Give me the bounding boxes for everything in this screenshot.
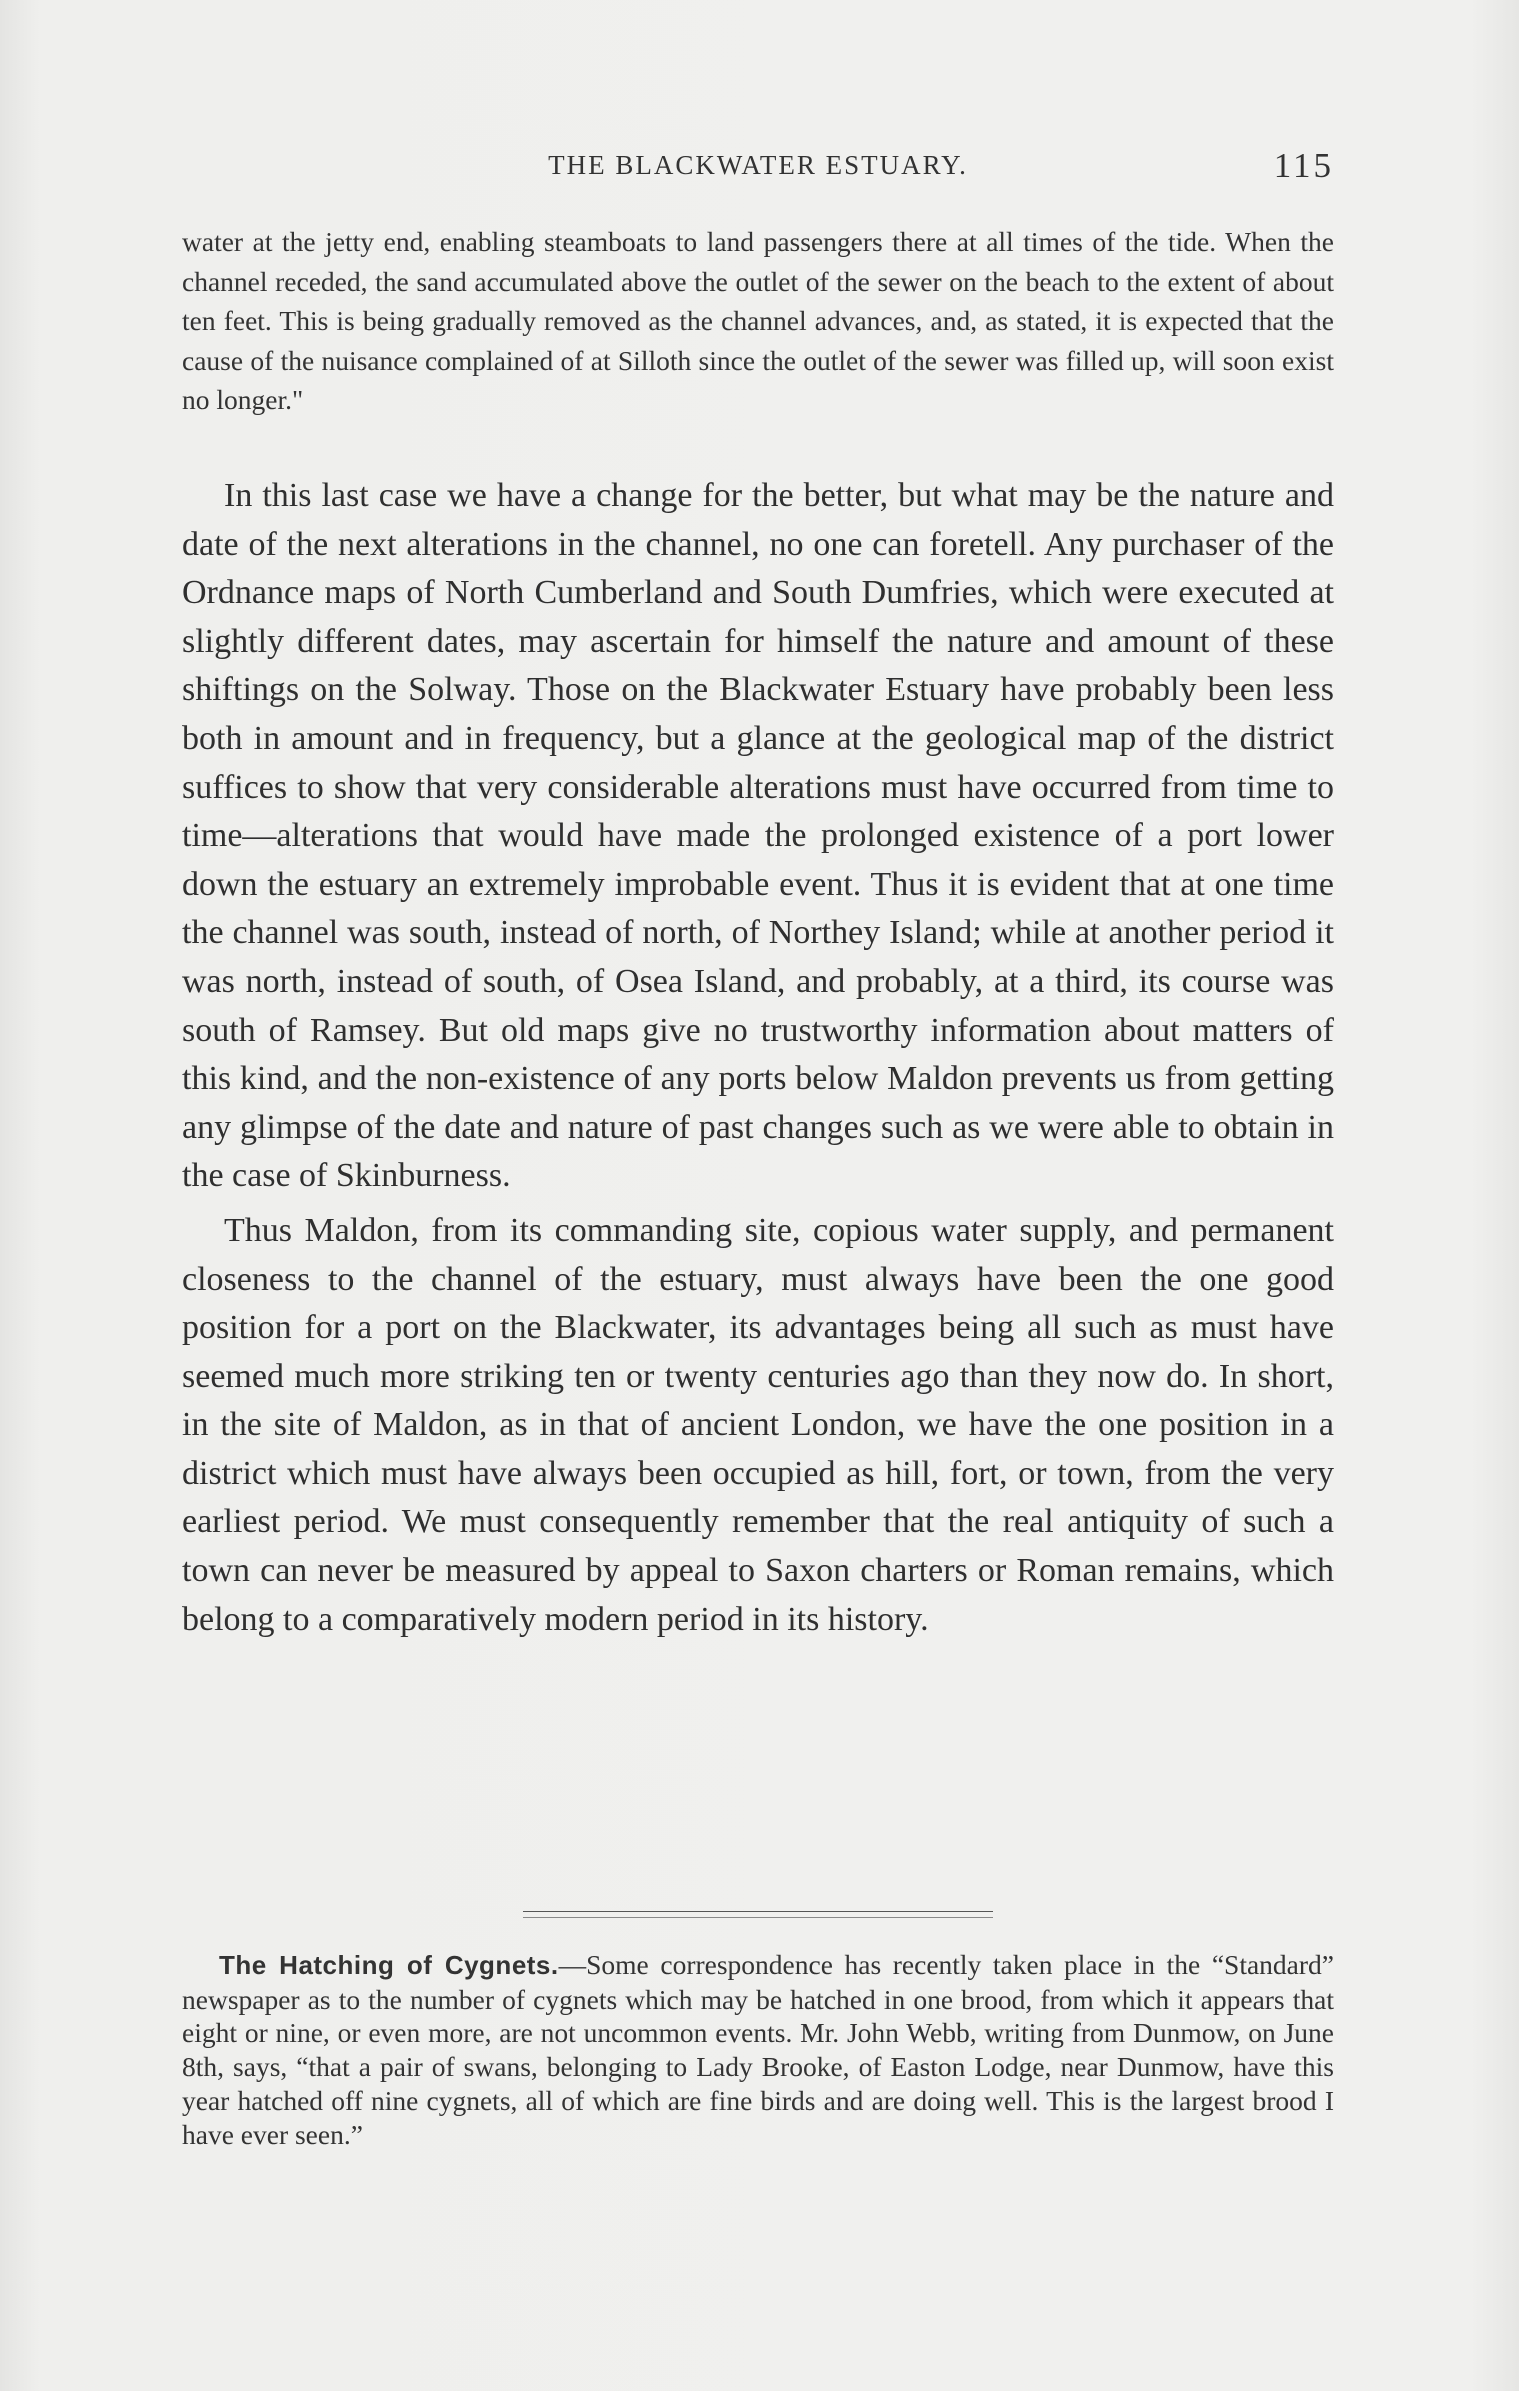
running-head xyxy=(182,146,1334,190)
quoted-passage xyxy=(182,222,1334,420)
note-section xyxy=(182,1948,1334,2151)
page-number: 115 xyxy=(1273,146,1334,185)
note-paragraph xyxy=(182,1948,1334,2151)
running-title: THE BLACKWATER ESTUARY. xyxy=(548,150,968,180)
section-divider xyxy=(523,1911,993,1912)
main-text xyxy=(182,472,1334,1650)
note-title: The Hatching of Cygnets. xyxy=(219,1950,559,1980)
quoted-paragraph: water at the jetty end, enabling steamboats to land passengers there at all times of the tide. When the channel receded, the sand accumulated above the outlet of the sewer on the beach to the extent of about ten feet. This is being gradually removed as the channel advances, and, as stated, it is expected that the cause of the nuisance complained of at Silloth since the outlet of the sewer was filled up, will soon exist no longer." xyxy=(182,226,1334,415)
section-divider-secondary xyxy=(523,1917,993,1918)
body-paragraph-1: In this last case we have a change for the better, but what may be the nature and date of the next alterations in the channel, no one can foretell. Any purchaser of the Ordnance maps of North Cumberland and South Dumfries, which were executed at slightly different dates, may ascertain for himself the nature and amount of these shiftings on the Solway. Those on the Blackwater Estuary have probably been less both in amount and in frequency, but a glance at the geological map of the district suffices to show that very considerable alterations must have occurred from time to time—alterations that would have made the prolonged existence of a port lower down the estuary an extremely improbable event. Thus it is evident that at one time the channel was south, instead of north, of Northey Island; while at another period it was north, instead of south, of Osea Island, and probably, at a third, its course was south of Ramsey. But old maps give no trustworthy information about matters of this kind, and the non-existence of any ports below Maldon prevents us from getting any glimpse of the date and nature of past changes such as we were able to obtain in the case of Skinburness. xyxy=(182,477,1334,1195)
note-text: —Some correspondence has recently taken place in the “Standard” newspaper as to the number of cygnets which may be hatched in one brood, from which it appears that eight or nine, or even more, are not uncommon events. Mr. John Webb, writing from Dunmow, on June 8th, says, “that a pair of swans, belonging to Lady Brooke, of Easton Lodge, near Dunmow, have this year hatched off nine cygnets, all of which are fine birds and are doing well. This is the largest brood I have ever seen.” xyxy=(182,1949,1334,2150)
body-paragraph-2: Thus Maldon, from its commanding site, copious water supply, and permanent closeness to the channel of the estuary, must always have been the one good position for a port on the Blackwater, its advantages being all such as must have seemed much more striking ten or twenty centuries ago than they now do. In short, in the site of Maldon, as in that of ancient London, we have the one position in a district which must have always been occupied as hill, fort, or town, from the very earliest period. We must consequently remember that the real antiquity of such a town can never be measured by appeal to Saxon charters or Roman remains, which belong to a comparatively modern period in its history. xyxy=(182,1211,1334,1638)
